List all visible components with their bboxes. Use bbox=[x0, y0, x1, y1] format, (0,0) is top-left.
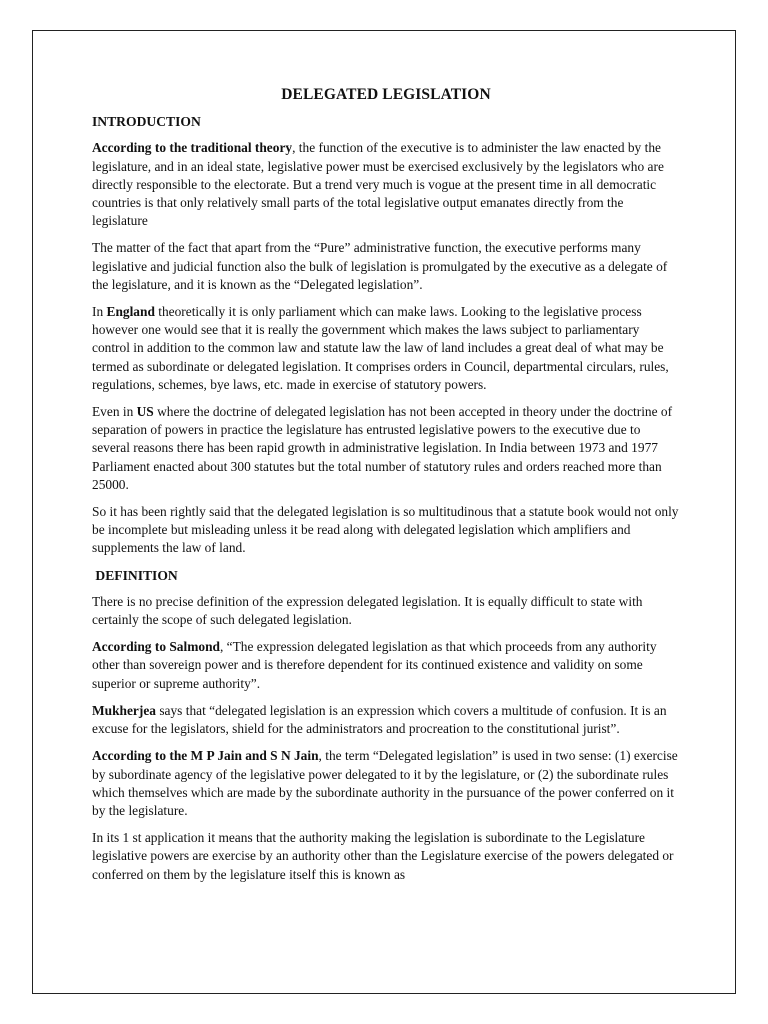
bold-term: According to the traditional theory bbox=[92, 140, 293, 156]
document-body bbox=[92, 86, 680, 893]
bold-term: US bbox=[136, 404, 154, 420]
paragraph-text: where the doctrine of delegated legislation has not been accepted in theory under the doctrine of separation of powers in practice the legislature has entrusted legislative powers to the executive due to several reasons there has been rapid growth in administrative legislation. In India between 1973 and 1977 Parliament enacted about 300 statutes but the total number of statutory rules and orders reached more than 25000. bbox=[92, 404, 673, 492]
paragraph-text: , the term “Delegated legislation” is used in two sense: (1) exercise by subordinate agency of the legislative power delegated to it by the legislature, or (2) the subordinate rules which themselves which are made by the subordinate authority in the pursuance of the power conferred on it by the legislature. bbox=[92, 748, 678, 818]
paragraph-text: theoretically it is only parliament which can make laws. Looking to the legislative process however one would see that it is really the government which makes the laws subject to parliamentary control in addition to the common law and statute law the law of land includes a great deal of what may be termed as subordinate or delegated legislation. It comprises orders in Council, departmental circulars, rules, regulations, schemes, bye laws, etc. made in exercise of statutory powers. bbox=[92, 304, 669, 392]
definition-heading: DEFINITION bbox=[92, 567, 178, 583]
paragraph-text: So it has been rightly said that the delegated legislation is so multitudinous that a statute book would not only be incomplete but misleading unless it be read along with delegated legislation which amplifiers and supplements the law of land. bbox=[92, 504, 679, 556]
paragraph-text: The matter of the fact that apart from the “Pure” administrative function, the executive performs many legislative and judicial function also the bulk of legislation is promulgated by the executive as a delegate of the legislature, and it is known as the “Delegated legislation”. bbox=[92, 240, 668, 292]
paragraph-text: , “The expression delegated legislation as that which proceeds from any authority other than sovereign power and is therefore dependent for its continued existence and validity on some superior or supreme authority”. bbox=[92, 639, 657, 691]
paragraph-salmond bbox=[92, 638, 680, 693]
paragraph-us bbox=[92, 403, 680, 494]
paragraph-text: says that “delegated legislation is an expression which covers a multitude of confusion. It is an excuse for the legislators, shield for the administrators and procreation to the constitutional jurist”. bbox=[92, 702, 667, 737]
document-title: DELEGATED LEGISLATION bbox=[281, 86, 491, 103]
paragraph-text: In its 1 st application it means that the authority making the legislation is subordinate to the Legislature legislative powers are exercise by an authority other than the Legislature exercise of the powers delegated or conferred on them by the legislature itself this is known as bbox=[92, 830, 674, 882]
paragraph-no-precise-definition bbox=[92, 593, 680, 629]
introduction-heading: INTRODUCTION bbox=[92, 114, 201, 130]
bold-term: Mukherjea bbox=[92, 702, 156, 718]
bold-term: According to Salmond bbox=[92, 639, 220, 655]
paragraph-multitudinous bbox=[92, 503, 680, 558]
bold-term: England bbox=[106, 304, 155, 320]
paragraph-pure-administrative bbox=[92, 239, 680, 294]
paragraph-traditional-theory bbox=[92, 139, 680, 230]
paragraph-jain bbox=[92, 747, 680, 820]
paragraph-first-application bbox=[92, 829, 680, 884]
paragraph-text: , the function of the executive is to administer the law enacted by the legislature, and in an ideal state, legislative power must be exercised exclusively by the legislators who are directly responsible to the electorate. But a trend very much is vogue at the present time in all democratic countries is that only relatively small parts of the total legislative output emanates directly from the legislature bbox=[92, 140, 664, 229]
bold-term: According to the M P Jain and S N Jain bbox=[92, 748, 319, 764]
paragraph-text: There is no precise definition of the expression delegated legislation. It is equally difficult to state with certainly the scope of such delegated legislation. bbox=[92, 593, 643, 628]
paragraph-england bbox=[92, 303, 680, 394]
paragraph-mukherjea bbox=[92, 702, 680, 738]
paragraph-prefix: In bbox=[92, 304, 107, 320]
paragraph-prefix: Even in bbox=[92, 404, 137, 420]
